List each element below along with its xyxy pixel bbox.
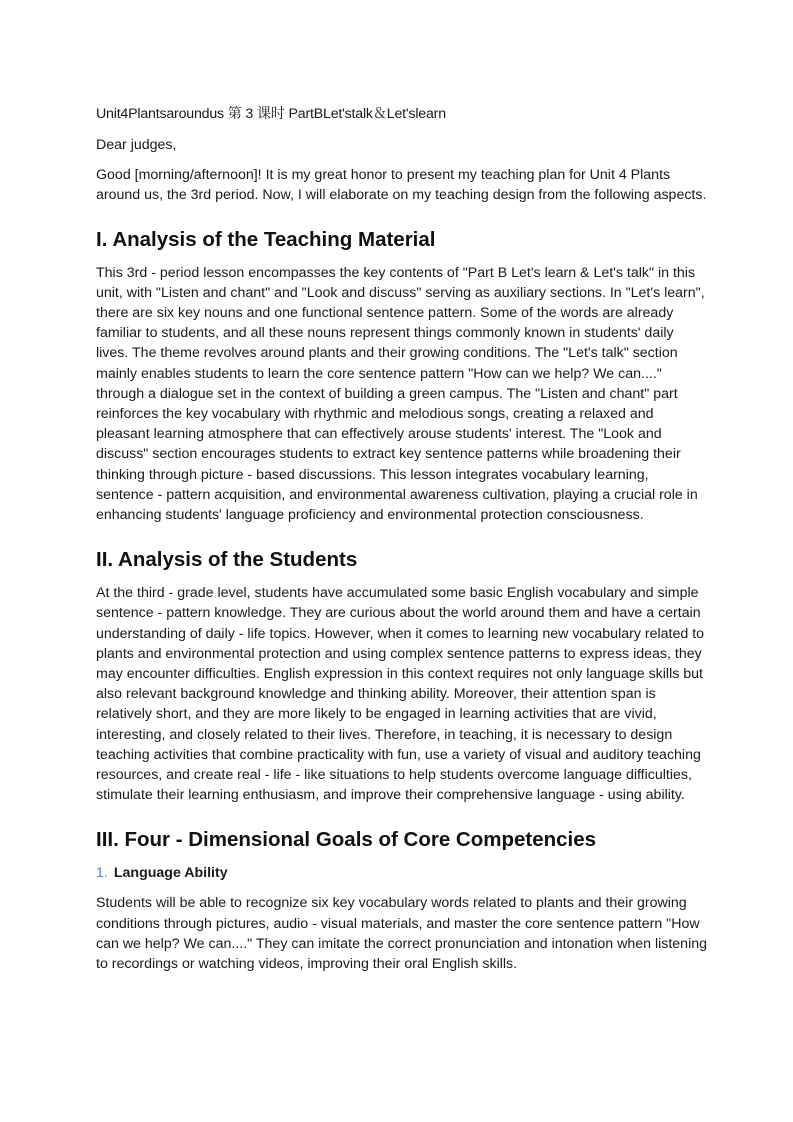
- subsection-heading-language-ability: [96, 863, 708, 883]
- section-heading-teaching-material: I. Analysis of the Teaching Material: [96, 227, 436, 251]
- greeting: Dear judges,: [96, 137, 177, 153]
- intro-paragraph: Good [morning/afternoon]! It is my great honor to present my teaching plan for Unit 4 Plants around us, the 3rd period. Now, I will elaborate on my teaching design from the following aspects.: [96, 167, 707, 204]
- subsection-label: Language Ability: [113, 865, 228, 882]
- subsection-number: 1.: [96, 865, 108, 882]
- subsection-body-language-ability: Students will be able to recognize six key vocabulary words related to plants and their growing conditions through pictures, audio - visual materials, and master the core sentence pattern "How can we help? We can...." They can imitate the correct pronunciation and intonation when listening to recordings or watching videos, improving their oral English skills.: [96, 895, 707, 973]
- document-title: Unit4Plantsaroundus 第 3 课时 PartBLet'stalk＆Let'slearn: [96, 106, 446, 122]
- section-body-teaching-material: This 3rd - period lesson encompasses the key contents of "Part B Let's learn & Let's talk" in this unit, with "Listen and chant" and "Look and discuss" serving as auxiliary sections. In "Let's learn", there are six key nouns and one functional sentence pattern. Some of the words are already familiar to students, and all these nouns represent things commonly known in students' daily lives. The theme revolves around plants and their growing conditions. The "Let's talk" section mainly enables students to learn the core sentence pattern "How can we help? We can...." through a dialogue set in the context of building a green campus. The "Listen and chant" part reinforces the key vocabulary with rhythmic and melodious songs, creating a relaxed and pleasant learning atmosphere that can effectively arouse students' interest. The "Look and discuss" section encourages students to extract key sentence patterns while broadening their thinking through picture - based discussions. This lesson integrates vocabulary learning, sentence - pattern acquisition, and environmental awareness cultivation, playing a crucial role in enhancing students' language proficiency and environmental protection consciousness.: [96, 264, 705, 524]
- document-page: [96, 104, 708, 985]
- section-heading-students: II. Analysis of the Students: [96, 548, 358, 572]
- section-body-students: At the third - grade level, students have accumulated some basic English vocabulary and simple sentence - pattern knowledge. They are curious about the world around them and have a certain understanding of daily - life topics. However, when it comes to learning new vocabulary related to plants and environmental protection and using complex sentence patterns to express ideas, they may encounter difficulties. English expression in this context requires not only language skills but also relevant background knowledge and thinking ability. Moreover, their attention span is relatively short, and they are more likely to be engaged in learning activities that are vivid, interesting, and closely related to their lives. Therefore, in teaching, it is necessary to design teaching activities that combine practicality with fun, use a variety of visual and auditory teaching resources, and create real - life - like situations to help students overcome language difficulties, stimulate their learning enthusiasm, and improve their comprehensive language - using ability.: [96, 585, 705, 804]
- section-heading-core-competencies: III. Four - Dimensional Goals of Core Competencies: [96, 828, 597, 852]
